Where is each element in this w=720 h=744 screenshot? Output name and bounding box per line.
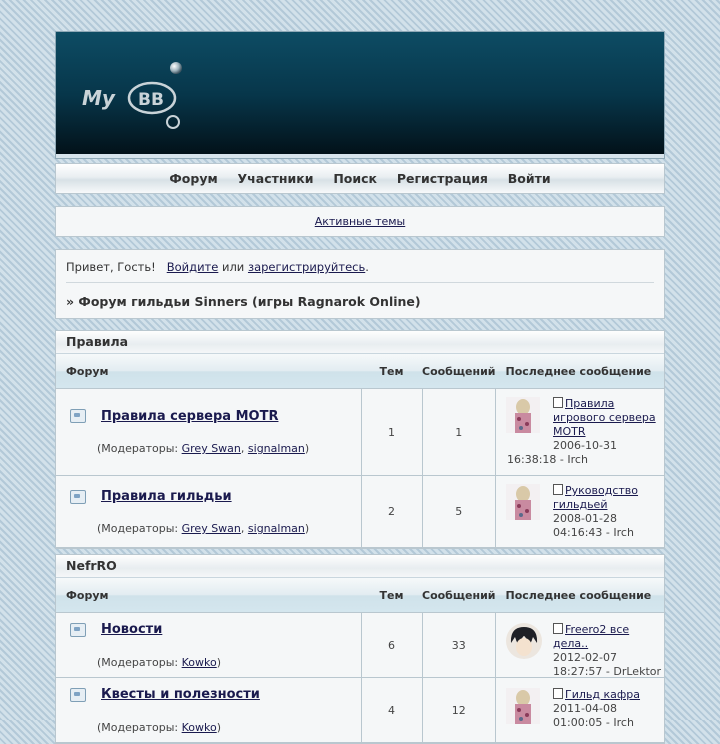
last-post-info: [553, 484, 664, 540]
col-topics: Тем: [361, 354, 422, 389]
col-posts: Сообщений: [422, 578, 496, 613]
mod-suffix: ): [304, 522, 310, 535]
mod-prefix: (Модераторы:: [97, 522, 179, 535]
category-rules: [55, 330, 665, 549]
mod-suffix: ): [216, 656, 222, 669]
moderator-link[interactable]: signalman: [247, 442, 305, 455]
welcome-line: [66, 250, 654, 283]
moderator-link[interactable]: Kowko: [181, 656, 217, 669]
moderator-link[interactable]: Grey Swan: [181, 522, 241, 535]
col-last-post: Последнее сообщение: [496, 354, 664, 389]
moderator-link[interactable]: signalman: [247, 522, 305, 535]
nav-register[interactable]: Регистрация: [396, 171, 488, 186]
last-post-date: 2008-01-28: [553, 512, 617, 525]
col-last-post: Последнее сообщение: [496, 578, 664, 613]
user-avatar[interactable]: [506, 484, 540, 520]
nav-search[interactable]: Поиск: [333, 171, 378, 186]
mod-prefix: (Модераторы:: [97, 656, 179, 669]
welcome-box: [55, 249, 665, 319]
category-title: NefrRO: [56, 555, 664, 578]
moderator-link[interactable]: Kowko: [181, 721, 217, 734]
nav-login[interactable]: Войти: [507, 171, 551, 186]
table-header-row: [56, 354, 664, 389]
last-post-info: [553, 623, 664, 679]
last-post-time-author: 16:38:18 - Irch: [507, 453, 588, 466]
forum-link[interactable]: Правила сервера MOTR: [101, 409, 279, 424]
col-forum: Форум: [56, 354, 361, 389]
svg-text:BB: BB: [138, 90, 164, 110]
dot-text: .: [365, 260, 369, 274]
col-forum: Форум: [56, 578, 361, 613]
last-post-link[interactable]: Гильд кафра: [565, 688, 641, 701]
table-header-row: [56, 578, 664, 613]
nav-members[interactable]: Участники: [237, 171, 314, 186]
last-post-cell: [496, 476, 664, 548]
forum-table: [56, 578, 664, 743]
moderators: (Модераторы: Grey Swan, signalman): [97, 522, 310, 535]
breadcrumb: » Форум гильдьи Sinners (игры Ragnarok Online): [66, 294, 421, 309]
forum-cell: [56, 678, 361, 743]
category-nefrro: [55, 554, 665, 744]
forum-read-icon: [70, 623, 86, 637]
forum-link[interactable]: Новости: [101, 622, 163, 637]
table-row: [56, 613, 664, 678]
register-link[interactable]: зарегистрируйтесь: [247, 260, 366, 274]
table-row: [56, 476, 664, 548]
col-posts: Сообщений: [422, 354, 496, 389]
posts-count: 1: [422, 389, 496, 476]
last-post-date: 2011-04-08: [553, 702, 617, 715]
forum-link[interactable]: Правила гильдьи: [101, 489, 232, 504]
last-post-time-author: 01:00:05 - Irch: [553, 716, 634, 729]
moderators: [97, 656, 221, 669]
table-row: [56, 678, 664, 743]
last-post-cell: [496, 389, 664, 476]
last-post-date: 2006-10-31: [553, 439, 617, 452]
last-post-link[interactable]: Freero2 все дела..: [553, 623, 630, 650]
last-post-info: [553, 397, 664, 453]
moderator-link[interactable]: Grey Swan: [181, 442, 241, 455]
last-post-cell: [496, 678, 664, 743]
login-link[interactable]: Войдите: [166, 260, 219, 274]
last-post-date: 2012-02-07: [553, 651, 617, 664]
forum-cell: [56, 389, 361, 476]
active-topics-bar: [55, 206, 665, 237]
forum-cell: [56, 476, 361, 548]
forum-read-icon: [70, 688, 86, 702]
post-doc-icon: [553, 397, 563, 408]
mod-suffix: ): [304, 442, 310, 455]
topics-count: 2: [361, 476, 422, 548]
table-row: [56, 389, 664, 476]
svg-text:My: My: [82, 86, 115, 110]
user-avatar[interactable]: [506, 623, 542, 659]
last-post-time-author: 04:16:43 - Irch: [553, 526, 634, 539]
moderators: [97, 721, 221, 734]
user-avatar[interactable]: [506, 397, 540, 433]
mod-suffix: ): [216, 721, 222, 734]
last-post-cell: [496, 613, 664, 678]
last-post-info: [553, 688, 640, 730]
posts-count: 33: [422, 613, 496, 678]
forum-cell: [56, 613, 361, 678]
nav-forum[interactable]: Форум: [169, 171, 218, 186]
posts-count: 12: [422, 678, 496, 743]
posts-count: 5: [422, 476, 496, 548]
active-topics-link[interactable]: Активные темы: [314, 215, 406, 228]
topics-count: 1: [361, 389, 422, 476]
mybb-logo[interactable]: [80, 60, 210, 130]
forum-read-icon: [70, 490, 86, 504]
forum-read-icon: [70, 409, 86, 423]
main-nav: [55, 163, 665, 194]
header-strip: [56, 154, 664, 158]
post-doc-icon: [553, 688, 563, 699]
topics-count: 4: [361, 678, 422, 743]
last-post-time-author: 18:27:57 - DrLektor: [553, 665, 662, 678]
last-post-link[interactable]: Правила игрового сервера MOTR: [553, 397, 656, 438]
mod-prefix: (Модераторы:: [97, 721, 179, 734]
category-title: Правила: [56, 331, 664, 354]
or-text: или: [221, 260, 245, 274]
greeting-text: Привет, Гость!: [66, 260, 156, 274]
last-post-link[interactable]: Руководство гильдьей: [553, 484, 639, 511]
col-topics: Тем: [361, 578, 422, 613]
moderators: (Модераторы: Grey Swan, signalman): [97, 442, 310, 455]
post-doc-icon: [553, 484, 563, 495]
mod-prefix: (Модераторы:: [97, 442, 179, 455]
forum-link[interactable]: Квесты и полезности: [101, 687, 260, 702]
post-doc-icon: [553, 623, 563, 634]
topics-count: 6: [361, 613, 422, 678]
forum-table: [56, 354, 664, 548]
site-header: [55, 31, 665, 159]
user-avatar[interactable]: [506, 688, 540, 724]
